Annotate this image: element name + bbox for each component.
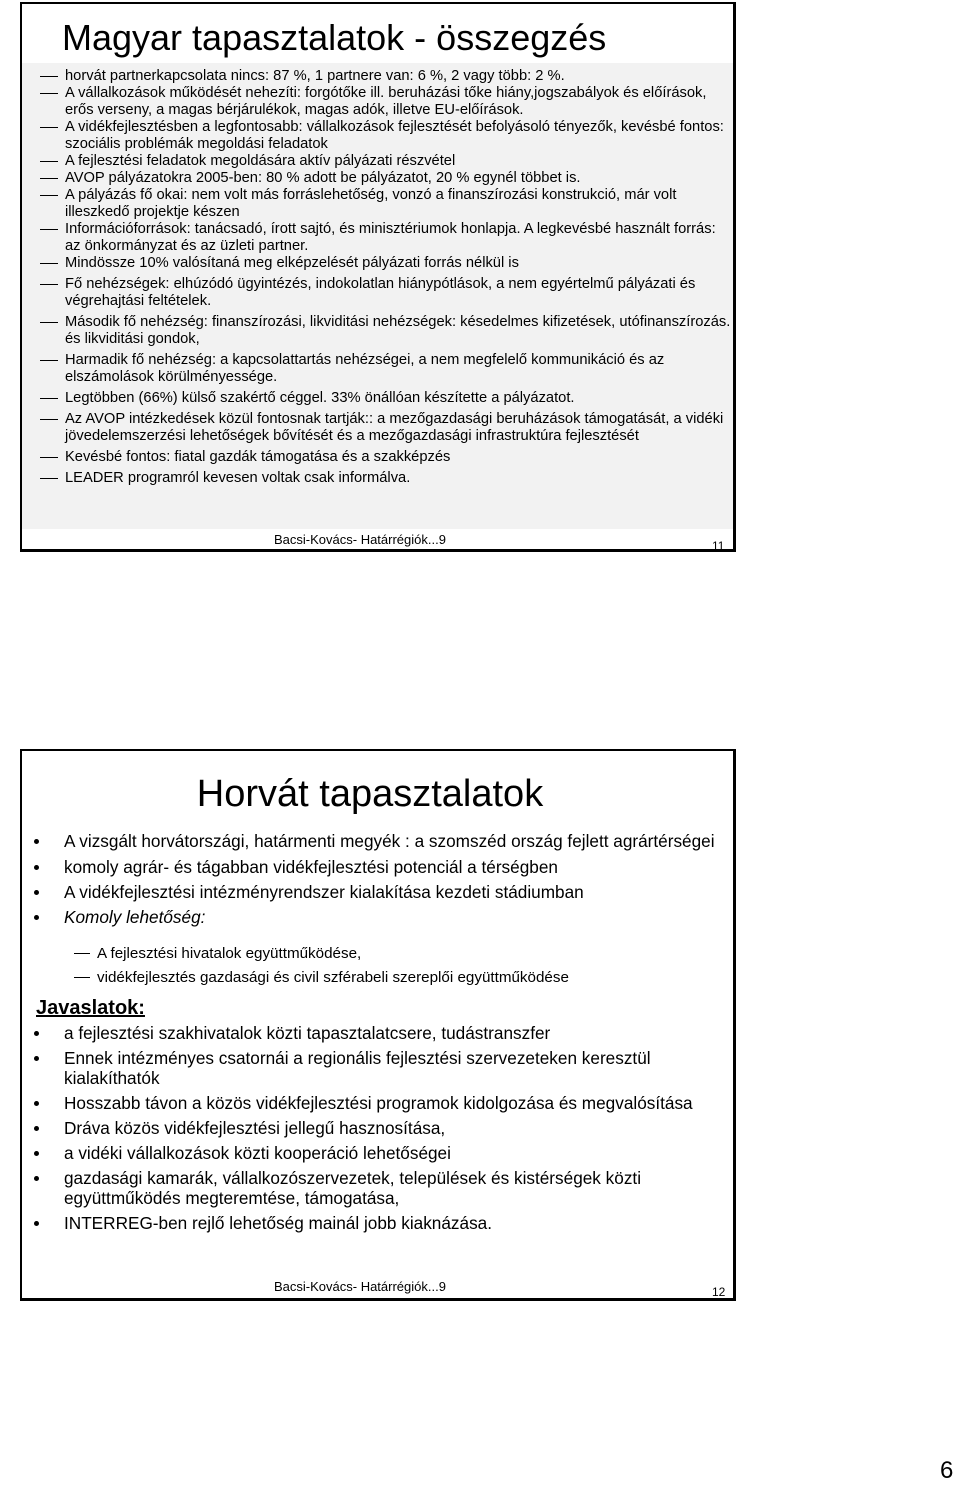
- slide-number: 11: [712, 539, 725, 553]
- dash-icon: [40, 195, 58, 196]
- dash-icon: [40, 263, 58, 264]
- list-item: A vizsgált horvátországi, határmenti megyék : a szomszéd ország fejlett agrártérségei: [22, 831, 734, 851]
- bullet-icon: [34, 1126, 39, 1131]
- document-page-number: 6: [940, 1457, 954, 1484]
- proposals-list: [22, 1023, 734, 1233]
- slide-title: Horvát tapasztalatok: [196, 773, 544, 815]
- bullet-icon: [34, 890, 39, 895]
- list-item: A vidékfejlesztésben a legfontosabb: vállalkozások fejlesztését befolyásoló tényezők, kevésbé fontos: szociális problémák megoldási feladatok: [22, 119, 734, 153]
- list-item: A vállalkozások működését nehezíti: forgótőke ill. beruházási tőke hiány,jogszabályok és előírások, erős verseny, a magas bérjárulékok, magas adók, illetve EU-előírások.: [22, 85, 734, 119]
- findings-list: [22, 68, 734, 487]
- dash-icon: [40, 93, 58, 94]
- dash-icon: [40, 178, 58, 179]
- bullet-icon: [34, 1056, 39, 1061]
- bullet-icon: [34, 1151, 39, 1156]
- dash-icon: [40, 127, 58, 128]
- list-item: Ennek intézményes csatornái a regionális fejlesztési szervezeteken keresztül kialakíthatók: [22, 1048, 734, 1088]
- proposals-heading: Javaslatok:: [36, 997, 145, 1019]
- slide-12: [20, 749, 736, 1301]
- slide-footer: Bacsi-Kovács- Határrégiók...9: [274, 532, 446, 547]
- list-item: a vidéki vállalkozások közti kooperáció lehetőségei: [22, 1143, 734, 1163]
- observations-list: [22, 831, 734, 927]
- list-item: Harmadik fő nehézség: a kapcsolattartás nehézségei, a nem megfelelő kommunikáció és az elszámolások körülményessége.: [22, 352, 734, 386]
- list-item: Információforrások: tanácsadó, írott sajtó, és minisztériumok honlapja. A legkevésbé használt forrás: az önkormányzat és az üzleti partner.: [22, 221, 734, 255]
- list-item: A fejlesztési hivatalok együttműködése,: [22, 943, 734, 964]
- list-item: vidékfejlesztés gazdasági és civil szférabeli szereplői együttműködése: [22, 967, 734, 988]
- dash-icon: [40, 284, 58, 285]
- list-item: Mindössze 10% valósítaná meg elképzelését pályázati forrás nélkül is: [22, 255, 734, 272]
- dash-icon: [40, 478, 58, 479]
- slide-footer: Bacsi-Kovács- Határrégiók...9: [274, 1279, 446, 1294]
- dash-icon: [40, 360, 58, 361]
- list-item: A fejlesztési feladatok megoldására aktív pályázati részvétel: [22, 153, 734, 170]
- dash-icon: [40, 419, 58, 420]
- bullet-icon: [34, 839, 39, 844]
- list-item: komoly agrár- és tágabban vidékfejlesztési potenciál a térségben: [22, 857, 734, 877]
- list-item: Második fő nehézség: finanszírozási, likviditási nehézségek: késedelmes kifizetések, utófinanszírozás. és likviditási gondok,: [22, 314, 734, 348]
- bullet-icon: [34, 1101, 39, 1106]
- slide-number: 12: [712, 1285, 726, 1299]
- bullet-icon: [34, 1221, 39, 1226]
- list-item: Fő nehézségek: elhúzódó ügyintézés, indokolatlan hiánypótlások, a nem egyértelmű pályázati és végrehajtási feltételek.: [22, 276, 734, 310]
- dash-icon: [40, 229, 58, 230]
- bullet-icon: [34, 1176, 39, 1181]
- bullet-icon: [34, 1031, 39, 1036]
- dash-icon: [40, 76, 58, 77]
- list-item: gazdasági kamarák, vállalkozószervezetek, települések és kistérségek közti együttműködés megteremtése, támogatása,: [22, 1168, 734, 1208]
- slide-title: Magyar tapasztalatok - összegzés: [62, 17, 607, 58]
- list-item: horvát partnerkapcsolata nincs: 87 %, 1 partnere van: 6 %, 2 vagy több: 2 %.: [22, 68, 734, 85]
- dash-icon: [74, 953, 90, 954]
- list-item: a fejlesztési szakhivatalok közti tapasztalatcsere, tudástranszfer: [22, 1023, 734, 1043]
- list-item: AVOP pályázatokra 2005-ben: 80 % adott be pályázatot, 20 % egynél többet is.: [22, 170, 734, 187]
- list-item: INTERREG-ben rejlő lehetőség mainál jobb kiaknázása.: [22, 1213, 734, 1233]
- opportunity-sublist: [22, 943, 734, 988]
- dash-icon: [40, 457, 58, 458]
- dash-icon: [40, 398, 58, 399]
- list-item: Dráva közös vidékfejlesztési jellegű hasznosítása,: [22, 1118, 734, 1138]
- list-item: Komoly lehetőség:: [22, 907, 734, 927]
- dash-icon: [74, 977, 90, 978]
- list-item: A vidékfejlesztési intézményrendszer kialakítása kezdeti stádiumban: [22, 882, 734, 902]
- list-item: Hosszabb távon a közös vidékfejlesztési programok kidolgozása és megvalósítása: [22, 1093, 734, 1113]
- bullet-icon: [34, 865, 39, 870]
- list-item: Legtöbben (66%) külső szakértő céggel. 33% önállóan készítette a pályázatot.: [22, 390, 734, 407]
- list-item: LEADER programról kevesen voltak csak informálva.: [22, 470, 734, 487]
- list-item: A pályázás fő okai: nem volt más forráslehetőség, vonzó a finanszírozási konstrukció, már volt illeszkedő projektje készen: [22, 187, 734, 221]
- list-item: Az AVOP intézkedések közül fontosnak tartják:: a mezőgazdasági beruházások támogatását, a vidéki jövedelemszerzési lehetőségek bővítését és a mezőgazdasági infrastruktúra fejlesztését: [22, 411, 734, 445]
- list-item: Kevésbé fontos: fiatal gazdák támogatása és a szakképzés: [22, 449, 734, 466]
- slide-11: [20, 2, 736, 552]
- dash-icon: [40, 322, 58, 323]
- dash-icon: [40, 161, 58, 162]
- bullet-icon: [34, 915, 39, 920]
